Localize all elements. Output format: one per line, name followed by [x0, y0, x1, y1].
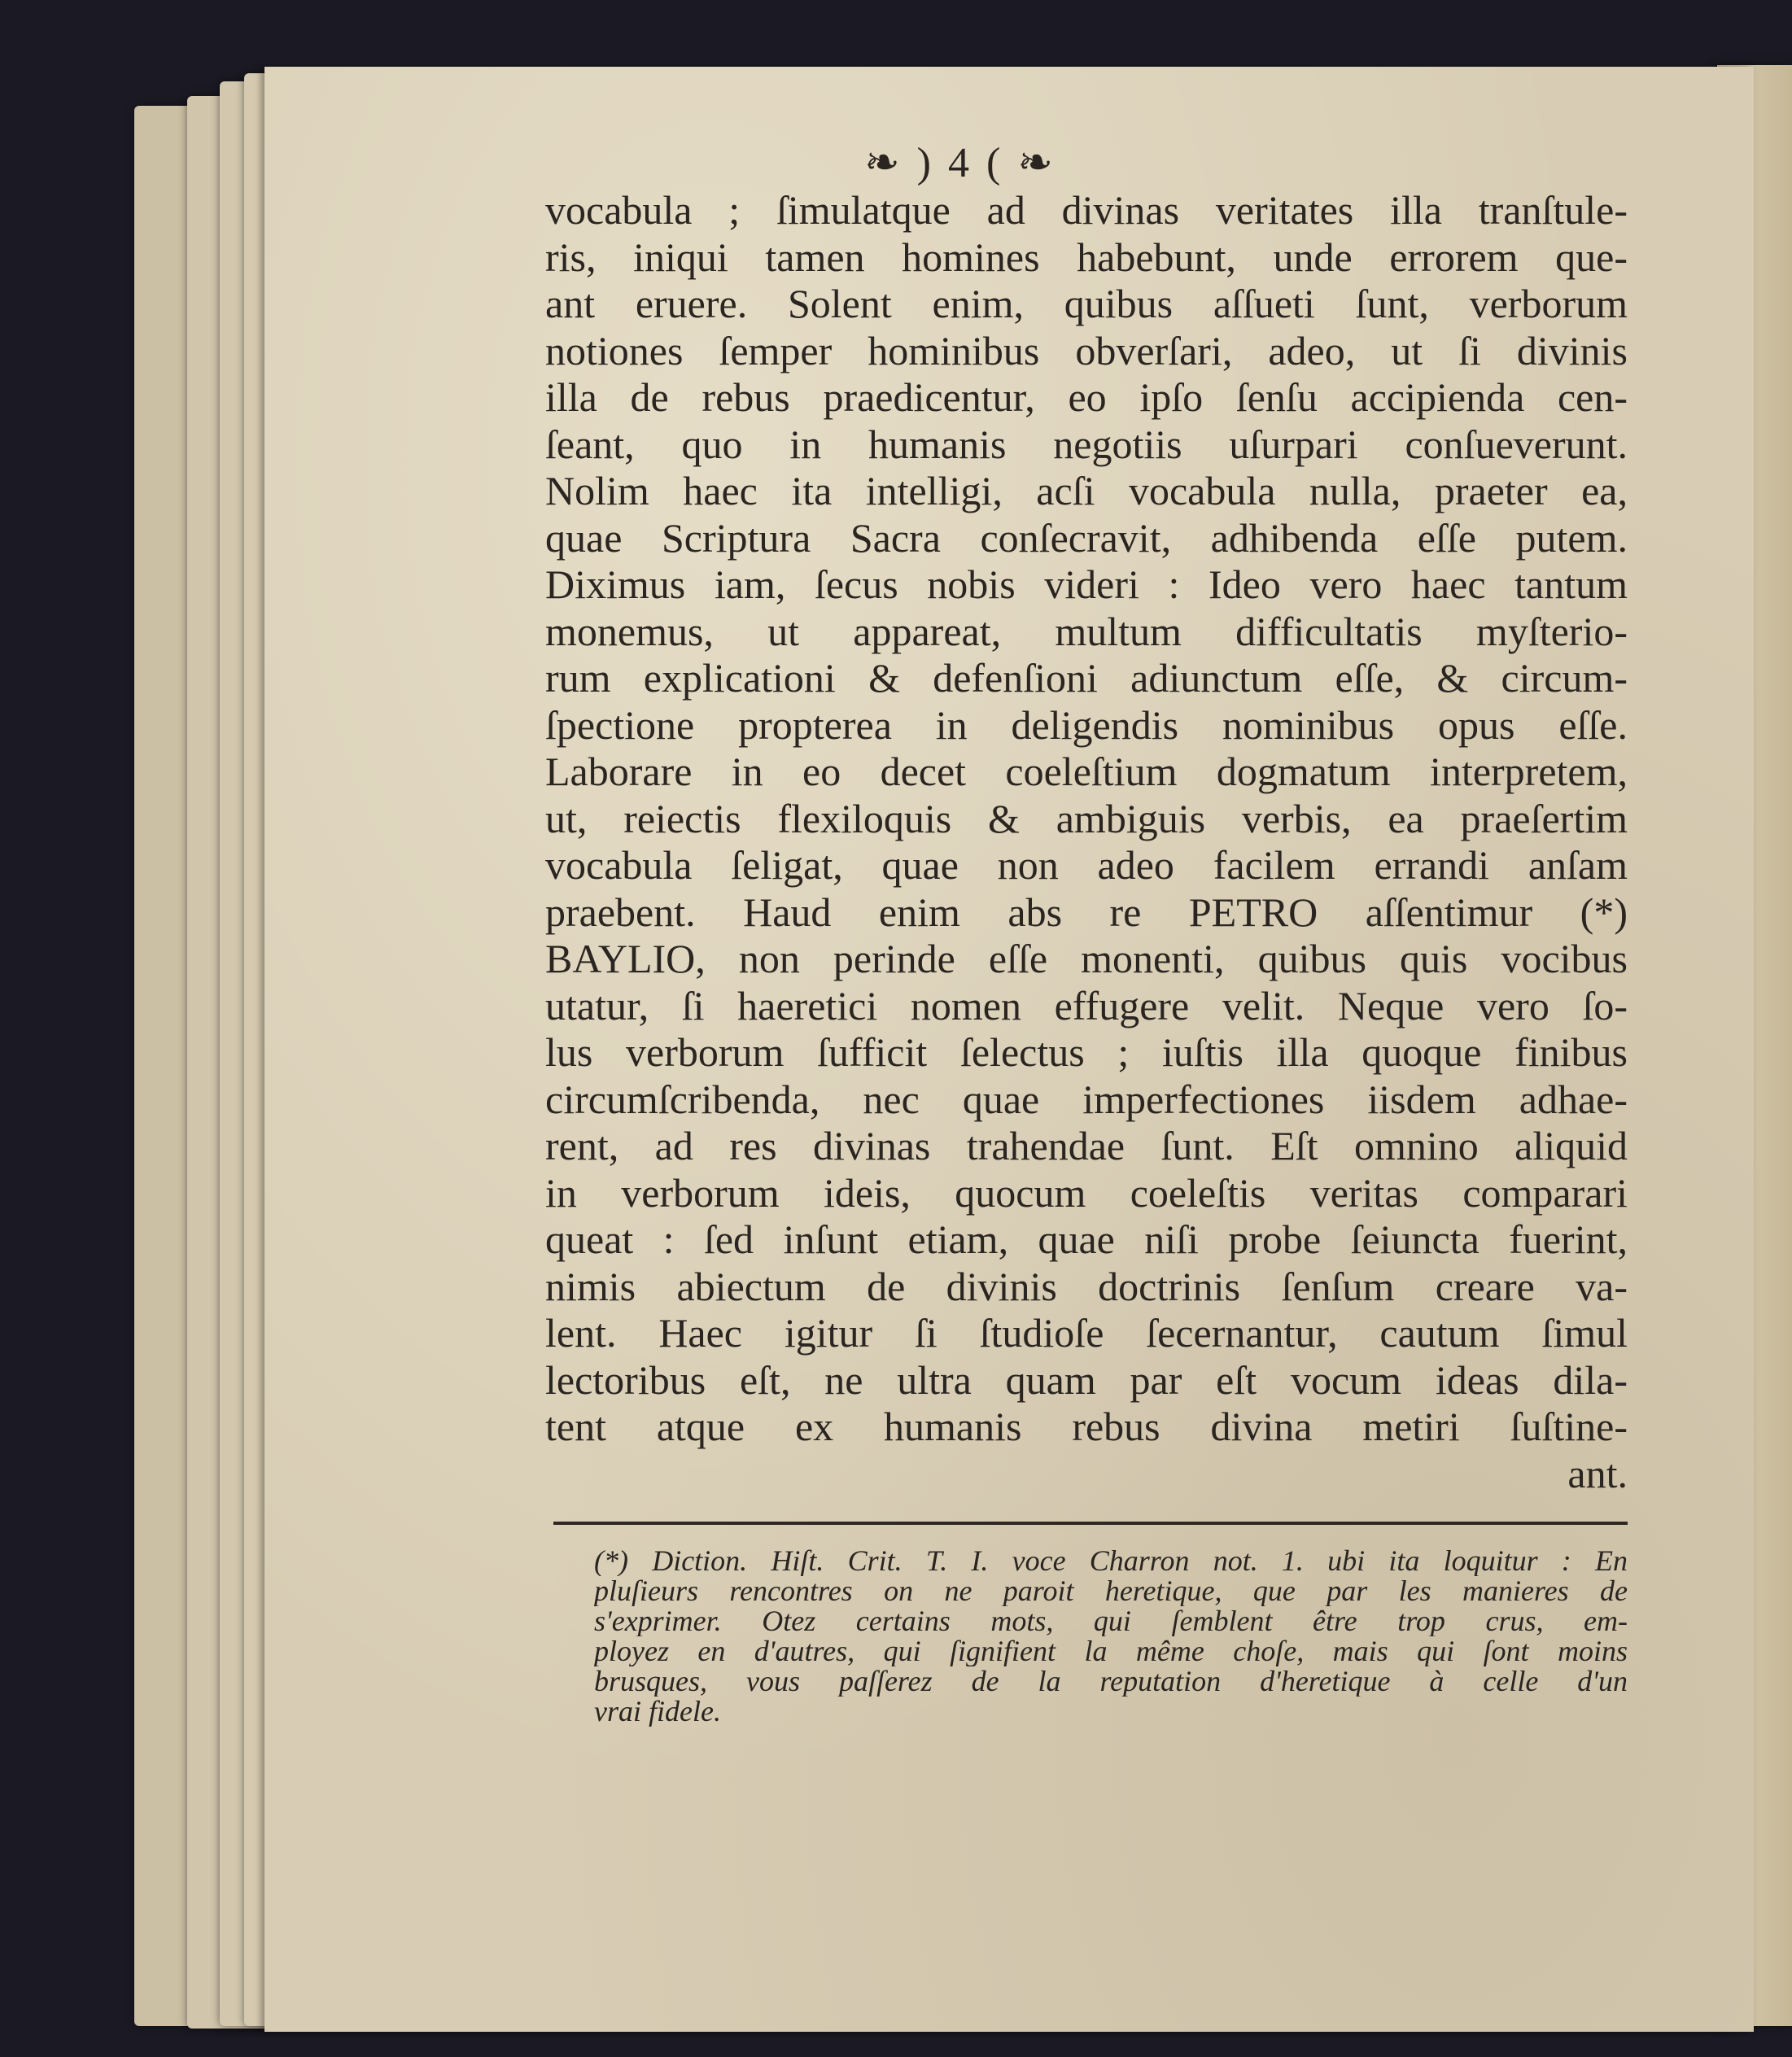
footnote-line: pluſieurs rencontres on ne paroit heretique, que par les manieres de: [594, 1576, 1628, 1606]
text-line: ris, iniqui tamen homines habebunt, unde errorem que-: [545, 234, 1628, 280]
footnote-line: ployez en d'autres, qui ſignifient la même choſe, mais qui ſont moins: [594, 1636, 1628, 1666]
footnote-rule: [553, 1522, 1628, 1525]
text-line: lus verborum ſufficit ſelectus ; iuſtis illa quoque finibus: [545, 1029, 1628, 1075]
footnote-line: s'exprimer. Otez certains mots, qui ſemblent être trop crus, em-: [594, 1606, 1628, 1636]
body-text: [545, 187, 1628, 1497]
text-line: Diximus iam, ſecus nobis videri : Ideo vero haec tantum: [545, 561, 1628, 607]
text-line: rum explicationi & defenſioni adiunctum eſſe, & circum-: [545, 655, 1628, 701]
catchword: ant.: [1567, 1450, 1628, 1496]
text-line: lectoribus eſt, ne ultra quam par eſt vocum ideas dila-: [545, 1356, 1628, 1403]
text-line: nimis abiectum de divinis doctrinis ſenſum creare va-: [545, 1263, 1628, 1309]
text-line: monemus, ut appareat, multum difficultatis myſterio-: [545, 608, 1628, 654]
text-line: quae Scriptura Sacra conſecravit, adhibenda eſſe putem.: [545, 514, 1628, 561]
text-line: ſeant, quo in humanis negotiis uſurpari conſueverunt.: [545, 421, 1628, 467]
text-line: praebent. Haud enim abs re PETRO aſſentimur (*): [545, 889, 1628, 935]
footnote-line: (*) Diction. Hiſt. Crit. T. I. voce Charron not. 1. ubi ita loquitur : En: [594, 1546, 1628, 1576]
footnote: [594, 1546, 1628, 1727]
text-line: queat : ſed inſunt etiam, quae niſi probe ſeiuncta fuerint,: [545, 1216, 1628, 1262]
text-line: vocabula ; ſimulatque ad divinas veritates illa tranſtule-: [545, 187, 1628, 233]
text-line: vocabula ſeligat, quae non adeo facilem errandi anſam: [545, 842, 1628, 888]
text-line: ant eruere. Solent enim, quibus aſſueti ſunt, verborum: [545, 281, 1628, 326]
text-line: illa de rebus praedicentur, eo ipſo ſenſu accipienda cen-: [545, 374, 1628, 420]
running-head: ❧ ) 4 ( ❧: [864, 140, 1056, 186]
text-line: in verborum ideis, quocum coeleſtis veritas comparari: [545, 1169, 1628, 1216]
text-line: Laborare in eo decet coeleſtium dogmatum interpretem,: [545, 749, 1628, 794]
footnote-line: brusques, vous paſſerez de la reputation d'heretique à celle d'un: [594, 1666, 1628, 1697]
text-line: lent. Haec igitur ſi ſtudioſe ſecernantur, cautum ſimul: [545, 1310, 1628, 1356]
text-line: tent atque ex humanis rebus divina metiri ſuſtine-: [545, 1404, 1628, 1449]
text-line: ut, reiectis flexiloquis & ambiguis verbis, ea praeſertim: [545, 795, 1628, 841]
text-line: utatur, ſi haeretici nomen effugere velit. Neque vero ſo-: [545, 982, 1628, 1028]
text-line: circumſcribenda, nec quae imperfectiones iisdem adhae-: [545, 1076, 1628, 1122]
text-line: notiones ſemper hominibus obverſari, adeo, ut ſi divinis: [545, 327, 1628, 373]
text-line: ſpectione propterea in deligendis nominibus opus eſſe.: [545, 701, 1628, 748]
footnote-line: vrai fidele.: [594, 1697, 721, 1727]
text-line: BAYLIO, non perinde eſſe monenti, quibus quis vocibus: [545, 936, 1628, 981]
text-line: Nolim haec ita intelligi, acſi vocabula nulla, praeter ea,: [545, 468, 1628, 513]
text-line: rent, ad res divinas trahendae ſunt. Eſt omnino aliquid: [545, 1123, 1628, 1168]
